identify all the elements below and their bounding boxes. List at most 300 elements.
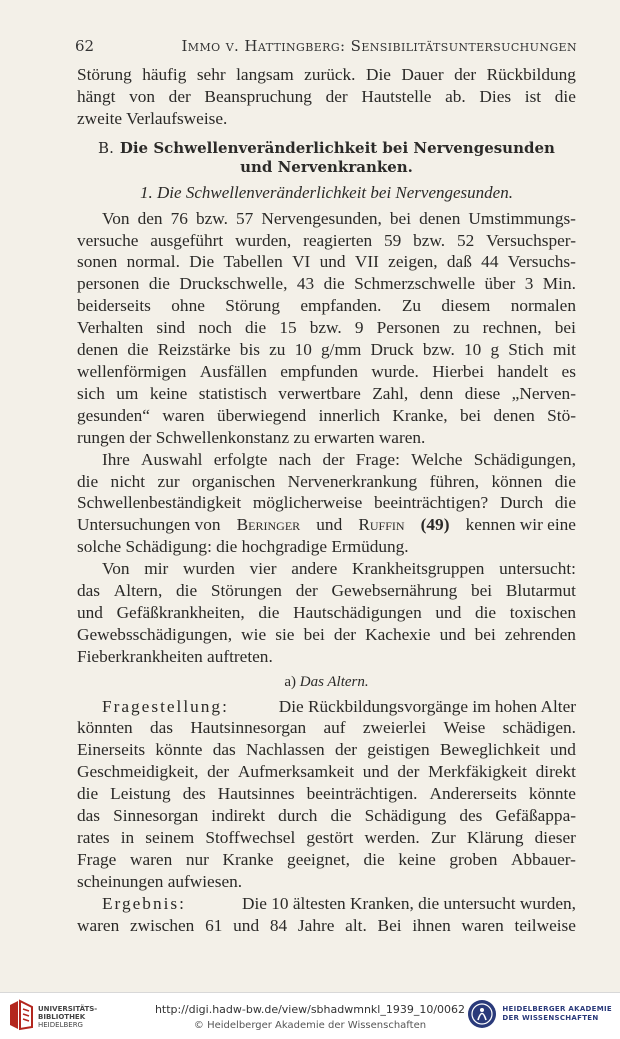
word: das: [149, 718, 174, 738]
word: Frage:: [355, 449, 400, 469]
word: Gewebsschädigungen,: [77, 624, 233, 644]
word: Stoffwechsel: [205, 828, 296, 847]
word: auf: [323, 718, 346, 738]
word: 9: [354, 318, 364, 338]
text-line: [77, 849, 576, 871]
word: rates: [77, 828, 110, 847]
word: Klärung: [466, 828, 524, 847]
word: Krankheitsgruppen: [351, 559, 485, 579]
text-segment: kennen wir eine: [465, 515, 576, 535]
word: Altern,: [113, 581, 163, 601]
word: waren: [461, 915, 504, 935]
word: ab.: [445, 86, 466, 106]
word: Nervengesunden,: [261, 208, 382, 228]
word: Die: [189, 252, 215, 272]
word: der: [207, 762, 230, 782]
text-segment: Die 10 ältesten Kranken, die untersucht wurden,: [242, 893, 576, 913]
word: des: [182, 784, 206, 804]
word: Versuchsper-: [486, 230, 576, 250]
word: Nervenerkrankung: [287, 471, 418, 491]
word: Blutarmut: [505, 581, 576, 601]
library-name-line: BIBLIOTHEK: [38, 1013, 86, 1021]
word: Umstimmungs-: [468, 208, 576, 228]
author-name: Beringer: [236, 515, 301, 535]
page-number: 62: [75, 37, 95, 55]
library-name-line: UNIVERSITÄTS-: [38, 1005, 98, 1013]
word: Hautstelle: [361, 86, 432, 106]
word: Beweglichkeit: [439, 740, 540, 760]
body-text: [77, 64, 576, 937]
text-line: [77, 339, 576, 361]
word: 10: [294, 340, 312, 360]
word: Hierbei: [432, 361, 485, 381]
word: Druckschwelle,: [179, 274, 288, 294]
text-line-citation: [77, 514, 576, 536]
word: Merkfäkigkeit: [428, 762, 527, 782]
word: keine: [149, 383, 188, 403]
word: 44: [481, 252, 499, 272]
subsection-heading-a: [77, 672, 576, 694]
word: statistisch: [198, 383, 267, 403]
word: zwischen: [130, 915, 195, 935]
word: Frage: [77, 849, 117, 869]
word: bei: [303, 624, 325, 644]
word: die: [258, 602, 280, 622]
word: g/mm: [321, 340, 362, 360]
word: geistigen: [367, 740, 430, 760]
word: bzw.: [413, 230, 446, 250]
word: von: [129, 86, 155, 106]
word: die: [245, 318, 267, 338]
word: 59: [383, 230, 402, 250]
word: Stö-: [547, 405, 576, 425]
text-line: Fieberkrankheiten auftreten.: [77, 646, 273, 666]
word: es: [561, 361, 576, 381]
word: nach: [278, 449, 312, 469]
word: Leistung: [110, 784, 171, 804]
word: und: [435, 602, 462, 622]
word: Schmerzschwelle: [354, 274, 476, 294]
paragraph-4: [77, 558, 576, 668]
word: und: [319, 252, 346, 272]
permalink-url[interactable]: http://digi.hadw-bw.de/view/sbhadwmnkl_1939_10/0062: [154, 1003, 466, 1016]
text-line: [77, 86, 576, 108]
text-line: [77, 492, 576, 514]
word: und: [77, 602, 103, 622]
word: toxischen: [509, 602, 576, 622]
text-line: [77, 624, 576, 646]
word: Auswahl: [141, 449, 203, 469]
text-line: solche Schädigung: die hochgradige Ermüdung.: [77, 537, 409, 557]
text-segment: und: [316, 515, 343, 535]
text-line: [77, 230, 576, 252]
word: Druck: [370, 340, 414, 360]
word: können: [491, 471, 543, 491]
word: Die: [365, 65, 391, 84]
word: waren: [77, 915, 120, 935]
text-line: [77, 580, 576, 602]
word: den: [137, 208, 163, 228]
word: sie: [275, 624, 295, 644]
text-line: [77, 64, 576, 86]
word: diese: [464, 383, 501, 403]
word: sonen: [77, 252, 118, 272]
copyright-notice: © Heidelberger Akademie der Wissenschaften: [193, 1020, 427, 1031]
word: Nachlassen: [246, 740, 325, 760]
text-line: [77, 449, 576, 471]
word: 84: [269, 915, 288, 935]
word: groben: [449, 849, 498, 869]
word: die: [330, 806, 352, 826]
word: diesem: [441, 296, 491, 316]
paragraph-6: [77, 893, 576, 937]
word: die: [323, 274, 345, 294]
text-line: rungen der Schwellenkonstanz zu erwarten waren.: [77, 427, 426, 447]
word: bei: [554, 318, 576, 338]
text-line: [77, 558, 576, 580]
word: Rückbildung: [486, 65, 576, 84]
text-line: [77, 783, 576, 805]
word: „Nerven-: [511, 383, 576, 403]
word: bei: [471, 581, 493, 601]
academy-name: [502, 1005, 612, 1023]
word: die: [363, 849, 385, 869]
word: sind: [156, 318, 186, 338]
word: nicht: [110, 471, 146, 491]
word: Schwellenbeständigkeit: [77, 493, 242, 513]
word: Jahre: [297, 915, 335, 935]
word: g: [490, 340, 500, 360]
text-line: [77, 361, 576, 383]
word: Gewebsernährung: [331, 581, 458, 601]
word: denen: [77, 340, 119, 360]
word: Dauer: [401, 65, 444, 84]
word: Bei: [377, 915, 402, 935]
word: Abbauer-: [511, 849, 576, 869]
library-name-line: HEIDELBERG: [38, 1021, 83, 1029]
word: untersucht:: [499, 559, 576, 579]
word: innerlich: [318, 405, 381, 425]
word: werden.: [364, 828, 420, 847]
word: andere: [291, 559, 338, 579]
word: der: [325, 86, 348, 106]
text-line: [77, 317, 576, 339]
academy-logo[interactable]: [467, 999, 612, 1029]
word: Weise: [443, 718, 486, 738]
word: Gefäßappa-: [495, 806, 576, 826]
word: die: [148, 274, 170, 294]
word: und: [439, 624, 466, 644]
word: Sinnesorgan: [113, 806, 199, 826]
word: der: [397, 762, 420, 782]
word: empfanden.: [300, 296, 382, 316]
word: Tabellen: [223, 252, 283, 272]
lead-word: Fragestellung:: [102, 696, 229, 716]
word: bis: [239, 340, 260, 360]
word: dieser: [534, 828, 576, 847]
word: die: [554, 471, 576, 491]
word: gestört: [306, 828, 354, 847]
word: Schädigung: [364, 806, 447, 826]
text-line: [77, 805, 576, 827]
lead-word: Ergebnis:: [102, 893, 186, 913]
word: wurde.: [371, 361, 419, 381]
word: Min.: [542, 274, 576, 294]
running-title: Immo v. Hattingberg: Sensibilitätsuntersuchungen: [181, 37, 577, 55]
word: direkt: [535, 762, 576, 782]
word: wurden: [183, 559, 235, 579]
word: der: [295, 581, 318, 601]
paragraph-2: [77, 208, 576, 449]
word: Hautsinnes: [217, 784, 295, 804]
text-line: scheinungen aufwiesen.: [77, 871, 243, 891]
word: die: [77, 471, 99, 491]
word: alt.: [345, 915, 367, 935]
word: und: [362, 762, 389, 782]
word: seinem: [145, 828, 195, 847]
word: Kranke: [222, 849, 274, 869]
paragraph-1: [77, 64, 576, 130]
word: die: [474, 602, 497, 622]
word: normalen: [510, 296, 576, 316]
word: ohne: [171, 296, 205, 316]
word: könnte: [155, 740, 203, 760]
word: Stich: [508, 340, 544, 360]
word: die: [77, 784, 99, 804]
word: das: [77, 581, 101, 601]
word: wie: [241, 624, 267, 644]
word: bzw.: [195, 208, 228, 228]
word: noch: [198, 318, 232, 338]
text-line: [77, 602, 576, 624]
word: sich: [77, 383, 105, 403]
subsection-title: Das Altern.: [299, 673, 369, 690]
word: Beanspruchung: [204, 86, 312, 106]
word: schädigen.: [502, 718, 576, 738]
word: Von: [102, 208, 130, 228]
word: nur: [185, 849, 209, 869]
text-line: [77, 471, 576, 493]
word: daß: [446, 252, 472, 272]
word: 57: [236, 208, 254, 228]
text-segment: Die Rückbildungsvorgänge im hohen Alter: [278, 696, 576, 716]
word: über: [484, 274, 516, 294]
text-line: [77, 295, 576, 317]
reference-number: (49): [420, 515, 450, 535]
word: Personen: [376, 318, 441, 338]
word: zeigen,: [388, 252, 438, 272]
word: Geschmeidigkeit,: [77, 762, 199, 782]
word: gesunden“: [77, 405, 150, 425]
word: Aufmerksamkeit: [237, 762, 355, 782]
word: bei: [474, 624, 496, 644]
word: ausgeführt: [150, 230, 224, 250]
word: der: [334, 740, 358, 760]
word: 15: [279, 318, 297, 338]
word: zurück.: [304, 65, 356, 84]
word: und: [550, 740, 576, 760]
word: indirekt: [211, 806, 266, 826]
word: Zu: [401, 296, 422, 316]
word: könnten: [77, 718, 133, 738]
word: 52: [456, 230, 475, 250]
word: waren: [130, 849, 173, 869]
text-line: [77, 696, 576, 718]
word: möglicherweise: [252, 493, 363, 513]
word: geeignet,: [287, 849, 350, 869]
word: handelt: [497, 361, 549, 381]
word: erfolgte: [213, 449, 268, 469]
word: 3: [524, 274, 534, 294]
word: hängt: [77, 86, 116, 106]
word: Einerseits: [77, 740, 146, 760]
word: Welche: [411, 449, 463, 469]
word: personen: [77, 274, 140, 294]
word: Verhalten: [77, 318, 144, 338]
word: die: [127, 340, 149, 360]
text-line: [77, 761, 576, 783]
word: denen: [419, 208, 461, 228]
word: Von: [102, 559, 130, 579]
word: häufig: [142, 65, 187, 84]
word: die: [554, 493, 576, 513]
word: 61: [205, 915, 223, 935]
text-line: [77, 273, 576, 295]
word: zur: [157, 471, 180, 491]
word: Störung: [225, 296, 280, 316]
section-letter: B.: [98, 138, 114, 157]
word: überwiegend: [216, 405, 307, 425]
word: 76: [170, 208, 188, 228]
academy-name-line: HEIDELBERGER AKADEMIE: [502, 1005, 612, 1013]
word: das: [212, 740, 236, 760]
word: die: [176, 581, 198, 601]
word: sehr: [196, 65, 226, 84]
word: VII: [354, 252, 379, 272]
word: mir: [144, 559, 169, 579]
academy-seal-icon: [467, 999, 497, 1029]
word: wurden,: [235, 230, 292, 250]
word: die: [554, 86, 576, 106]
word: teilweise: [514, 915, 576, 935]
viewer-footer: [0, 992, 620, 1039]
word: VI: [292, 252, 311, 272]
word: in: [120, 828, 135, 847]
word: Durch: [499, 493, 544, 513]
word: führen,: [429, 471, 480, 491]
word: bei: [459, 405, 482, 425]
word: Zur: [430, 828, 456, 847]
text-line: [77, 893, 576, 915]
academy-name-line: DER WISSENSCHAFTEN: [502, 1014, 599, 1022]
text-line: [77, 405, 576, 427]
word: Hautschädigungen: [293, 602, 422, 622]
word: waren: [162, 405, 205, 425]
word: bzw.: [309, 318, 342, 338]
word: zu: [453, 318, 470, 338]
author-name: Ruffin: [358, 515, 405, 535]
word: organischen: [192, 471, 276, 491]
text-segment: Untersuchungen von: [77, 515, 221, 535]
text-line: [77, 383, 576, 405]
word: zu: [269, 340, 286, 360]
word: rechnen,: [482, 318, 542, 338]
word: Gefäßkrankheiten,: [116, 602, 245, 622]
text-line: [77, 717, 576, 739]
section-title-line1: Die Schwellenveränderlichkeit bei Nervengesunden: [119, 138, 555, 157]
paragraph-5: [77, 696, 576, 893]
word: zweierlei: [362, 718, 427, 738]
word: beeinträchtigen.: [306, 784, 418, 804]
word: Versuchs-: [507, 252, 576, 272]
word: der: [322, 449, 345, 469]
word: Zahl,: [372, 383, 409, 403]
word: reagierten: [303, 230, 373, 250]
word: verwertbare: [278, 383, 361, 403]
word: und: [233, 915, 260, 935]
text-line: zweite Verlaufsweise.: [77, 108, 228, 128]
word: Störungen: [210, 581, 282, 601]
text-line: [77, 915, 576, 937]
word: Ihre: [102, 449, 130, 469]
word: Schädigungen,: [473, 449, 576, 469]
word: denen: [493, 405, 535, 425]
word: versuche: [77, 230, 139, 250]
word: der: [454, 65, 477, 84]
word: ist: [524, 86, 542, 106]
word: langsam: [236, 65, 294, 84]
text-line: [77, 827, 576, 849]
word: des: [459, 806, 483, 826]
word: denn: [419, 383, 454, 403]
word: wellenförmigen: [77, 361, 187, 381]
running-header: [75, 37, 577, 55]
subsection-heading-1: 1. Die Schwellenveränderlichkeit bei Nervengesunden.: [140, 182, 513, 202]
text-line: [77, 251, 576, 273]
word: vier: [249, 559, 277, 579]
word: der: [168, 86, 191, 106]
word: Dies: [479, 86, 512, 106]
word: Reizstärke: [157, 340, 231, 360]
word: der: [333, 624, 356, 644]
section-title-line2: und Nervenkranken.: [240, 157, 413, 176]
word: Kranke,: [392, 405, 448, 425]
word: ihnen: [412, 915, 451, 935]
word: durch: [278, 806, 318, 826]
word: 43: [296, 274, 315, 294]
word: keine: [398, 849, 436, 869]
word: zehrenden: [504, 624, 576, 644]
word: bzw.: [422, 340, 455, 360]
word: beiderseits: [77, 296, 151, 316]
word: normal.: [126, 252, 180, 272]
subsection-label: a): [284, 673, 296, 690]
word: Andererseits: [429, 784, 517, 804]
word: das: [77, 806, 101, 826]
text-line: [77, 739, 576, 761]
word: 10: [464, 340, 482, 360]
word: Störung: [77, 65, 132, 84]
word: mit: [552, 340, 576, 360]
word: um: [116, 383, 139, 403]
word: Hautsinnesorgan: [190, 718, 307, 738]
text-line: [77, 208, 576, 230]
paragraph-3: [77, 449, 576, 559]
section-heading-b: [77, 139, 576, 177]
word: Ausfällen: [199, 361, 267, 381]
word: bei: [389, 208, 412, 228]
word: beeinträchtigen?: [374, 493, 489, 513]
